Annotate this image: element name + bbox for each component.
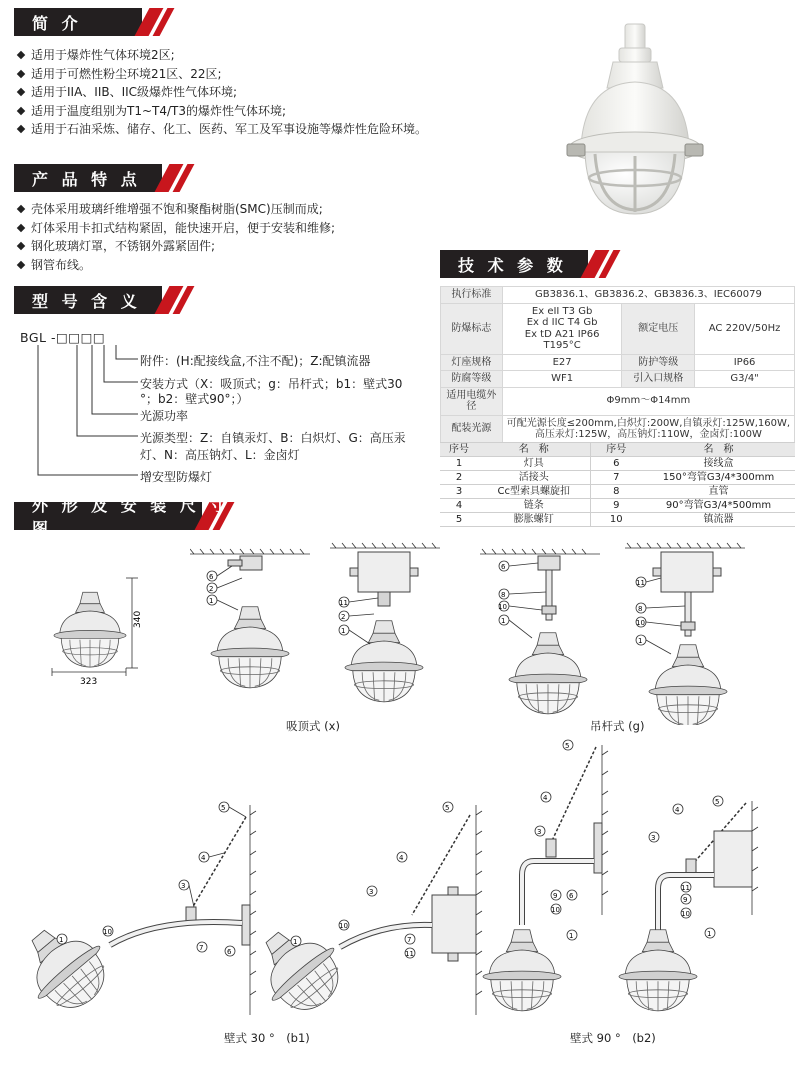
ceiling-box-diagram (330, 540, 440, 705)
callout-label: 4 (399, 854, 404, 862)
table-cell: 膨胀螺钉 (478, 513, 590, 527)
section-banner-features (14, 164, 194, 192)
caption-pendant: 吊杆式 (g) (590, 719, 645, 733)
table-cell: 7 (590, 471, 642, 485)
model-lamp-type: 光源类型：Z：自镇汞灯、B：白炽灯、G：高压汞 (140, 431, 406, 445)
model-power: 光源功率 (140, 409, 189, 423)
callout-label: 1 (341, 627, 346, 635)
table-cell: 3 (440, 485, 478, 499)
pendant-diagram (480, 548, 600, 728)
model-code: BGL -□□□□ (20, 330, 106, 345)
model-lamp-type-cont: 灯、N：高压钠灯、L：金卤灯 (140, 448, 300, 462)
model-bracket-lines (16, 330, 156, 500)
callout-label: 1 (293, 938, 298, 946)
feature-list (18, 200, 335, 274)
list-item: 适用于爆炸性气体环境2区; (18, 46, 427, 65)
spec-table (440, 286, 795, 444)
table-cell: Φ9mm～Φ14mm (502, 387, 794, 415)
list-item: 钢化玻璃灯罩，不锈钢外露紧固件; (18, 237, 335, 256)
callout-label: 7 (407, 936, 412, 944)
callout-label: 11 (636, 579, 645, 587)
table-cell: 链条 (478, 499, 590, 513)
model-meaning (16, 330, 416, 500)
list-item: 灯体采用卡扣式结构紧固，能快速开启，便于安装和维修; (18, 219, 335, 238)
column-header: 名 称 (478, 443, 590, 457)
callout-label: 1 (501, 617, 506, 625)
table-cell: IP66 (695, 354, 795, 371)
wall90-box-diagram (618, 795, 768, 1015)
callout-label: 10 (681, 910, 690, 918)
callout-label: 4 (675, 806, 680, 814)
table-cell: 适用电缆外径 (441, 387, 503, 415)
table-cell: 配装光源 (441, 415, 503, 443)
section-title: 产 品 特 点 (32, 169, 141, 189)
dimension-drawing (40, 560, 150, 690)
callout-label: 10 (636, 619, 645, 627)
table-row (440, 485, 795, 499)
callout-label: 10 (339, 922, 348, 930)
callout-label: 11 (681, 884, 690, 892)
table-cell (502, 415, 794, 443)
intro-list (18, 46, 427, 139)
table-cell: AC 220V/50Hz (695, 303, 795, 354)
source-line: 高压汞灯:125W，高压钠灯:110W，金卤灯:100W (534, 429, 762, 440)
table-cell: 9 (590, 499, 642, 513)
callout-label: 3 (537, 828, 542, 836)
table-cell: 灯具 (478, 457, 590, 471)
callout-label: 1 (209, 597, 214, 605)
callout-label: 10 (498, 603, 507, 611)
table-row (441, 354, 795, 371)
table-header-row (440, 443, 795, 457)
table-cell (502, 303, 622, 354)
section-title: 技 术 参 数 (458, 255, 567, 275)
table-cell: G3/4" (695, 371, 795, 388)
section-banner-intro (14, 8, 164, 36)
table-row (441, 387, 795, 415)
table-cell: WF1 (502, 371, 622, 388)
table-cell: 2 (440, 471, 478, 485)
table-cell: GB3836.1、GB3836.2、GB3836.3、IEC60079 (502, 287, 794, 304)
callout-label: 2 (209, 585, 214, 593)
section-banner-model (14, 286, 194, 314)
callout-label: 8 (501, 591, 506, 599)
table-cell: 90°弯管G3/4*500mm (642, 499, 795, 513)
column-header: 序号 (440, 443, 478, 457)
table-row (440, 457, 795, 471)
table-cell: 灯座规格 (441, 354, 503, 371)
list-item: 壳体采用玻璃纤维增强不饱和聚酯树脂(SMC)压制而成; (18, 200, 335, 219)
callout-label: 1 (569, 932, 574, 940)
callout-label: 1 (59, 936, 64, 944)
callout-label: 4 (201, 854, 206, 862)
callout-label: 5 (445, 804, 450, 812)
callout-label: 6 (209, 573, 214, 581)
height-label: 340 (133, 610, 143, 628)
wall30-box-diagram (262, 795, 492, 1015)
table-cell: 5 (440, 513, 478, 527)
callout-label: 10 (103, 928, 112, 936)
callout-label: 3 (181, 882, 186, 890)
table-cell: 执行标准 (441, 287, 503, 304)
callout-label: 7 (199, 944, 204, 952)
callout-label: 6 (569, 892, 574, 900)
table-cell: 6 (590, 457, 642, 471)
callout-label: 6 (227, 948, 232, 956)
width-label: 323 (80, 677, 98, 687)
wall90-diagram (478, 735, 618, 1015)
list-item: 钢管布线。 (18, 256, 335, 275)
product-photo (555, 18, 715, 218)
table-row (441, 303, 795, 354)
table-row (440, 471, 795, 485)
table-cell: E27 (502, 354, 622, 371)
table-cell: 8 (590, 485, 642, 499)
column-header: 名 称 (642, 443, 795, 457)
table-row (441, 371, 795, 388)
model-install-cont: °；b2：壁式90°；） (140, 392, 249, 406)
model-type: 增安型防爆灯 (140, 470, 213, 484)
table-cell: 活接头 (478, 471, 590, 485)
callout-label: 2 (341, 613, 346, 621)
table-cell: 镇流器 (642, 513, 795, 527)
table-cell: 防腐等级 (441, 371, 503, 388)
table-cell: 150°弯管G3/4*300mm (642, 471, 795, 485)
list-item: 适用于石油采炼、储存、化工、医药、军工及军事设施等爆炸性危险环境。 (18, 120, 427, 139)
callout-label: 5 (221, 804, 226, 812)
caption-wall90: 壁式 90 ° (b2) (570, 1031, 656, 1045)
table-cell: Cc型索具螺旋扣 (478, 485, 590, 499)
list-item: 适用于可燃性粉尘环境21区、22区; (18, 65, 427, 84)
table-row (440, 513, 795, 527)
exmark-line: Ex eII T3 Gb (531, 305, 593, 317)
model-install: 安装方式（X：吸顶式；g：吊杆式；b1：壁式30 (140, 377, 403, 391)
column-header: 序号 (590, 443, 642, 457)
table-cell: 防护等级 (622, 354, 695, 371)
callout-label: 9 (553, 892, 558, 900)
table-cell: 接线盒 (642, 457, 795, 471)
caption-wall30: 壁式 30 ° (b1) (224, 1031, 310, 1045)
callout-label: 5 (715, 798, 720, 806)
table-row (441, 415, 795, 443)
callout-label: 8 (638, 605, 643, 613)
table-cell: 防爆标志 (441, 303, 503, 354)
exmark-line: Ex d IIC T4 Gb (526, 317, 598, 328)
parts-table (440, 442, 795, 527)
wall30-diagram (28, 795, 268, 1015)
section-banner-specs (440, 250, 620, 278)
caption-ceiling: 吸顶式 (x) (286, 719, 340, 733)
callout-label: 11 (339, 599, 348, 607)
section-banner-dims (14, 496, 232, 538)
source-line: 可配光源长度≤200mm,白炽灯:200W,自镇汞灯:125W,160W, (506, 417, 791, 429)
model-accessory: 附件：(H:配接线盒,不注不配)；Z:配镇流器 (140, 354, 371, 368)
callout-label: 9 (683, 896, 688, 904)
callout-label: 1 (638, 637, 643, 645)
callout-label: 11 (405, 950, 414, 958)
ceiling-mount-diagram (190, 548, 310, 698)
callout-label: 3 (369, 888, 374, 896)
table-cell: 4 (440, 499, 478, 513)
table-row (441, 287, 795, 304)
exmark-line: Ex tD A21 IP66 T195°C (524, 328, 600, 351)
callout-label: 5 (565, 742, 570, 750)
section-title: 外 形 及 安 装 尺 寸 图 (32, 496, 230, 538)
table-cell: 引入口规格 (622, 371, 695, 388)
pendant-box-diagram (625, 540, 745, 725)
list-item: 适用于温度组别为T1~T4/T3的爆炸性气体环境; (18, 102, 427, 121)
callout-label: 1 (707, 930, 712, 938)
table-cell: 直管 (642, 485, 795, 499)
section-title: 简 介 (32, 13, 82, 33)
callout-label: 3 (651, 834, 656, 842)
table-row (440, 499, 795, 513)
callout-label: 4 (543, 794, 548, 802)
table-cell: 1 (440, 457, 478, 471)
table-cell: 10 (590, 513, 642, 527)
list-item: 适用于IIA、IIB、IIC级爆炸性气体环境; (18, 83, 427, 102)
table-cell: 额定电压 (622, 303, 695, 354)
callout-label: 6 (501, 563, 506, 571)
callout-label: 10 (551, 906, 560, 914)
section-title: 型 号 含 义 (32, 291, 141, 311)
